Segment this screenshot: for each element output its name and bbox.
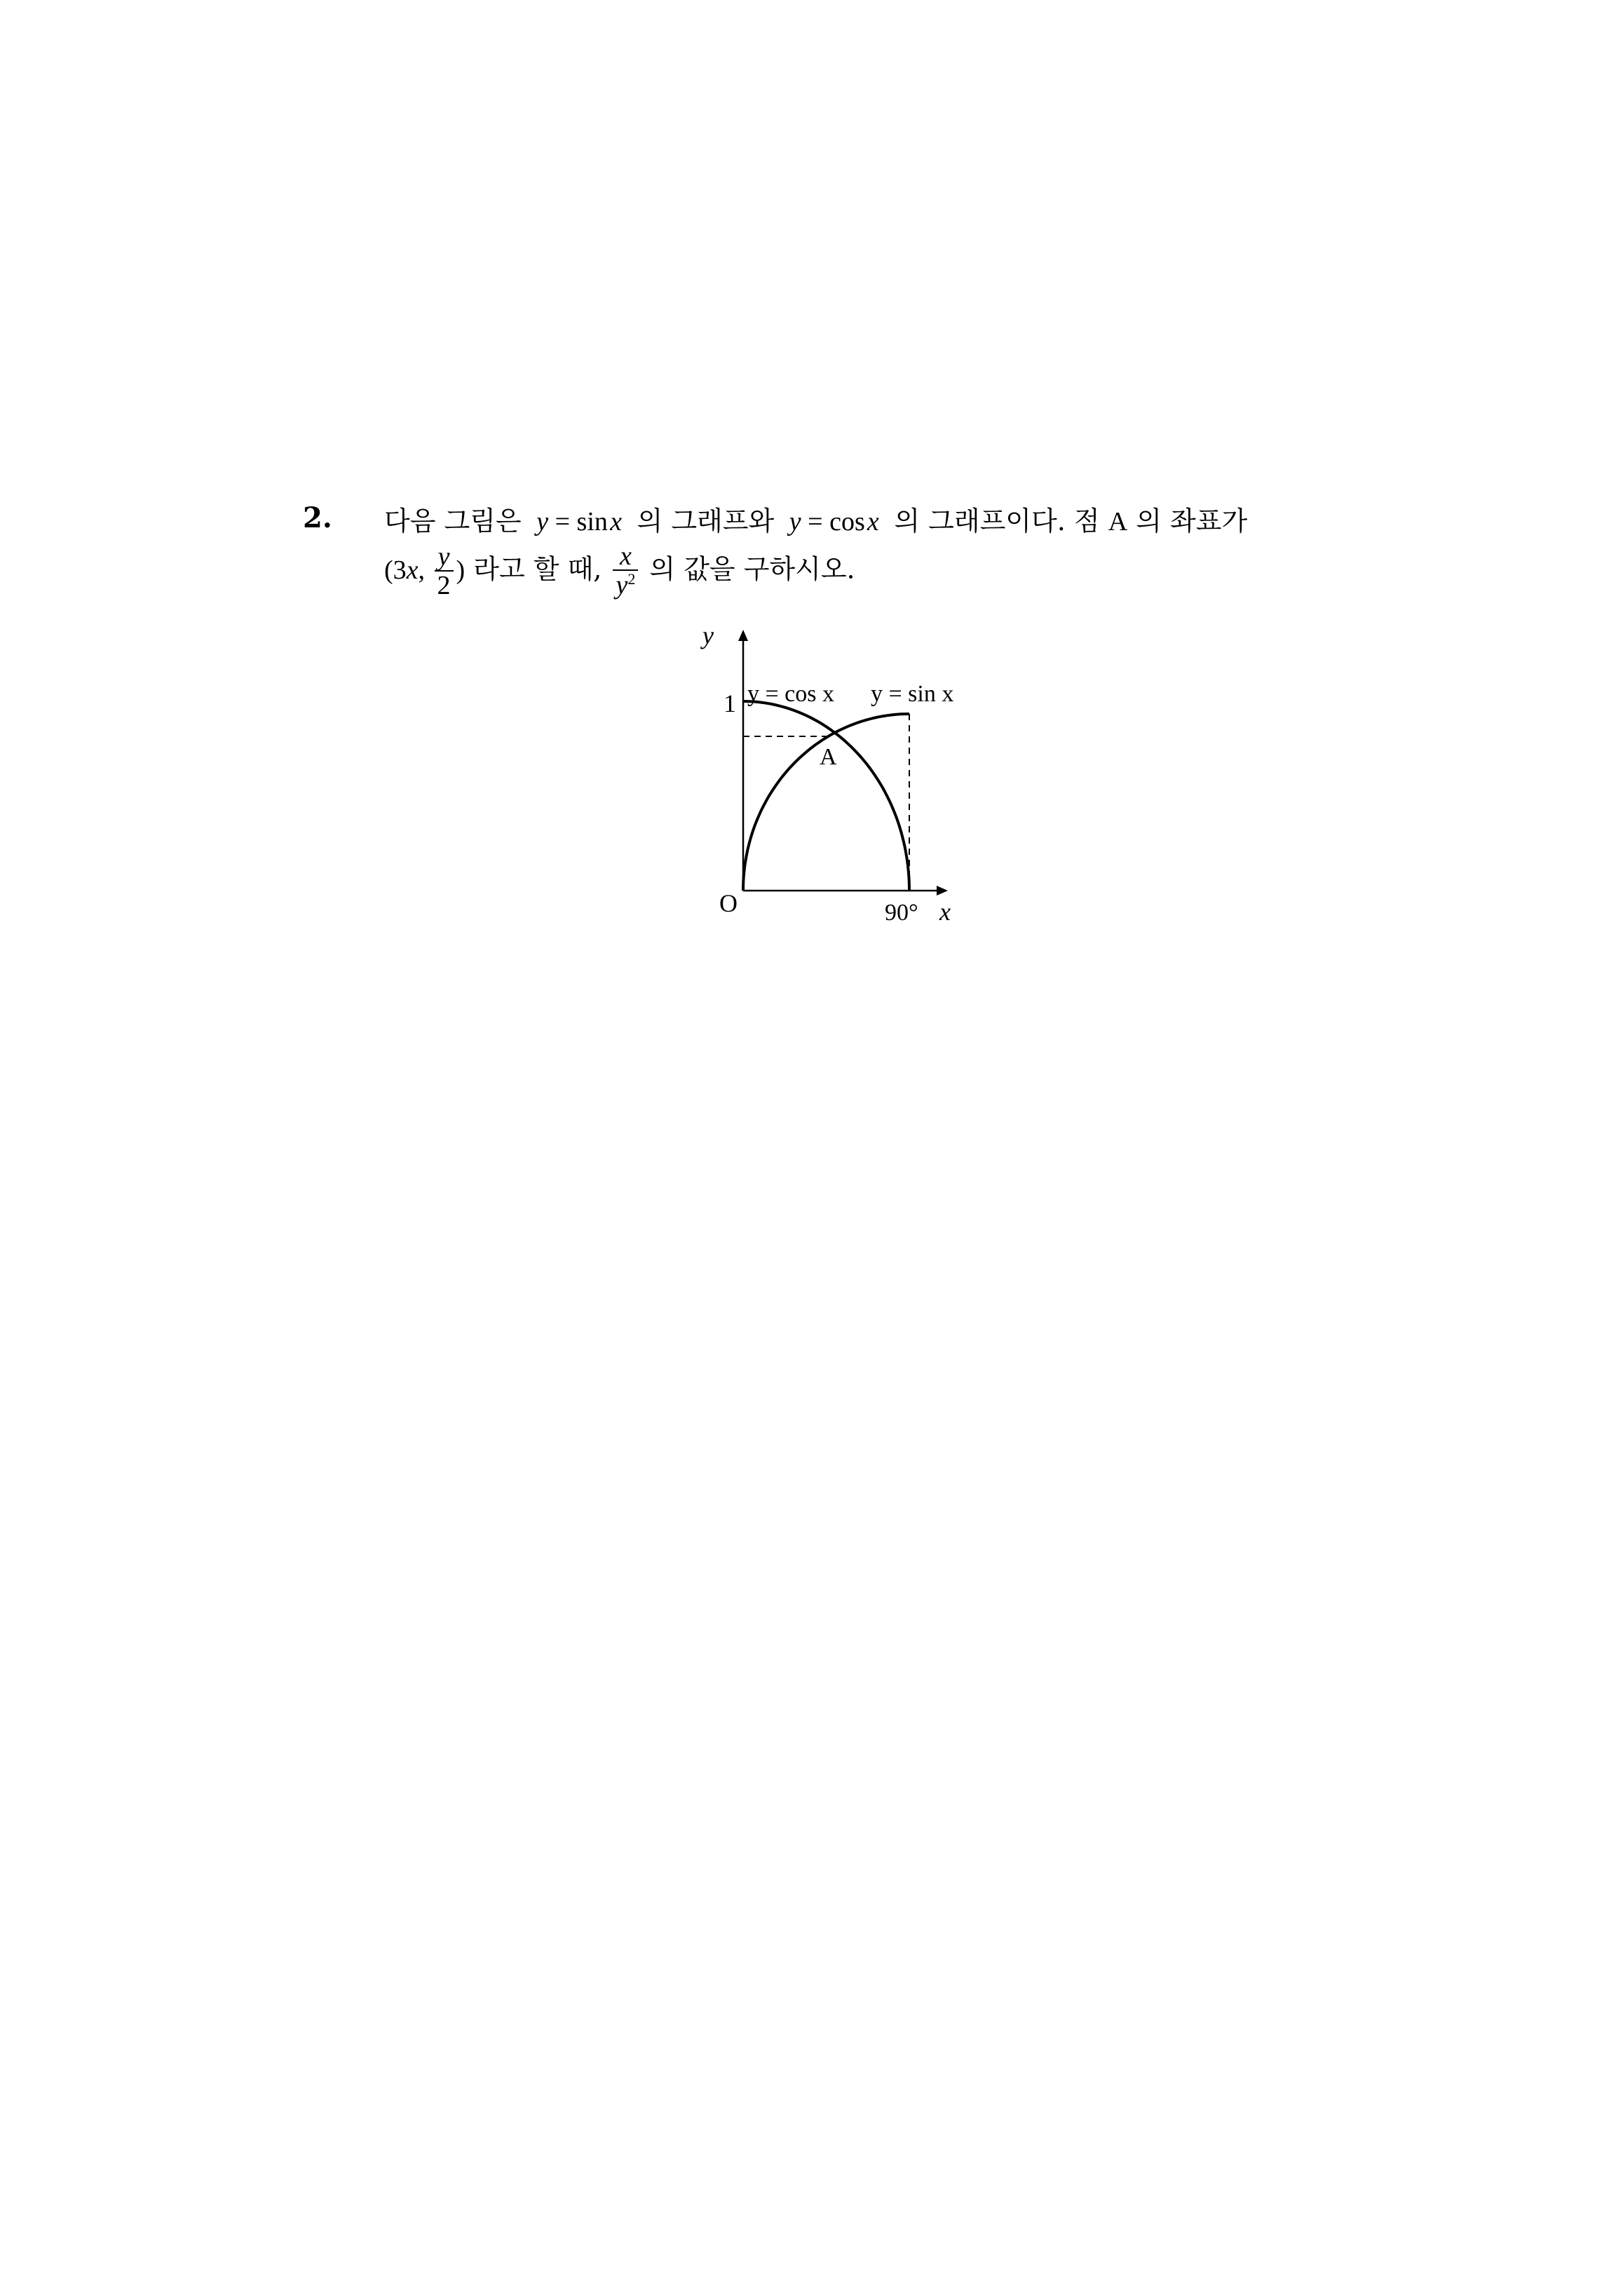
- coordinate-expression: (3x, $\frac{y}{2}$ ): [384, 542, 466, 601]
- graph-figure: [687, 624, 1010, 936]
- y-axis-arrow-icon: [738, 630, 748, 641]
- point-a-figure-label: A: [820, 744, 837, 770]
- problem-text-line-1: [384, 499, 1247, 538]
- x-axis-arrow-icon: [937, 886, 948, 896]
- cos-curve-label: y = cos x: [747, 681, 834, 707]
- text-segment: 다음 그림은: [384, 506, 522, 536]
- graph-svg: [687, 624, 1010, 933]
- text-segment: 의 그래프이다. 점: [894, 506, 1100, 536]
- x-axis-label: x: [939, 898, 951, 926]
- text-segment: 의 그래프와: [637, 506, 775, 536]
- text-segment: 의 값을 구하시오.: [649, 553, 855, 585]
- text-segment: 의 좌표가: [1136, 506, 1248, 536]
- math-y-cos-x: y = cos x: [789, 507, 879, 536]
- y-tick-label: 1: [724, 689, 736, 717]
- point-a-label: A: [1108, 507, 1128, 536]
- fraction-x-over-y-squared: $\frac{x}{y^2}$: [613, 543, 638, 600]
- fraction-y-over-2: $\frac{y}{2}$: [435, 543, 454, 601]
- y-axis-label: y: [702, 624, 714, 649]
- x-tick-label: 90°: [885, 900, 918, 926]
- sin-curve: [743, 714, 909, 891]
- origin-label: O: [719, 889, 738, 917]
- math-y-sin-x: y = sin x: [536, 507, 622, 536]
- sin-curve-label: y = sin x: [871, 681, 954, 707]
- problem-number: 2.: [303, 501, 332, 534]
- text-segment: 라고 할 때,: [473, 553, 602, 585]
- problem-text-line-2: [384, 543, 855, 601]
